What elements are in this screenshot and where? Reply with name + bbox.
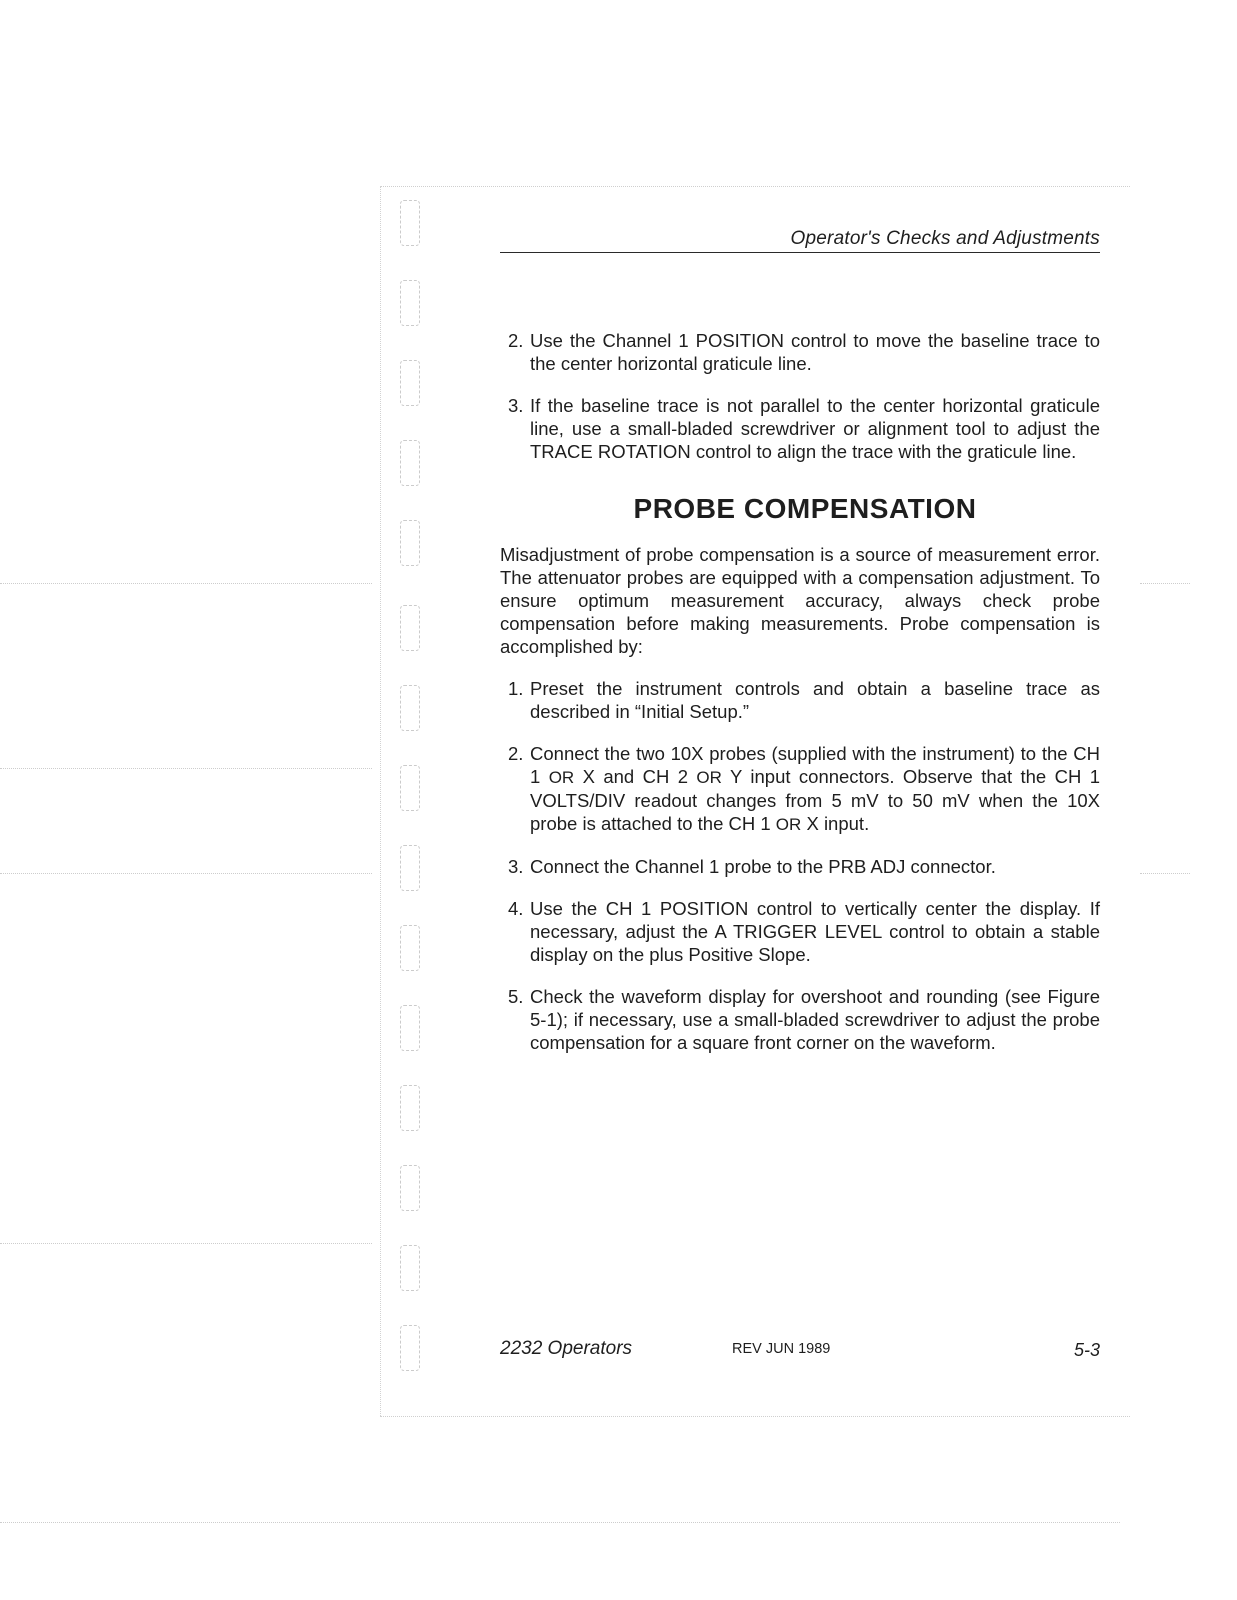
scan-line	[0, 583, 372, 584]
steps-list	[500, 677, 1100, 1054]
footer-manual-title: 2232 Operators	[500, 1338, 633, 1359]
binding-hole	[400, 1085, 420, 1131]
scan-line	[0, 1522, 1120, 1523]
step-number: 5.	[508, 986, 524, 1007]
section-intro: Misadjustment of probe compensation is a source of measurement error. The attenuator probes are equipped with a compensation adjustment. To ensure optimum measurement accuracy, always check probe compensation before making measurements. Probe compensation is accomplished by:	[500, 544, 1100, 657]
binding-hole	[400, 845, 420, 891]
list-item	[500, 855, 1100, 878]
step-text: Connect the Channel 1 probe to the PRB ADJ connector.	[530, 856, 996, 877]
scan-line	[1140, 583, 1190, 584]
binding-hole	[400, 360, 420, 406]
list-item	[500, 329, 1100, 375]
footer-revision: REV JUN 1989	[732, 1341, 831, 1357]
step-number: 3.	[508, 856, 524, 877]
binding-hole	[400, 925, 420, 971]
binding-hole	[400, 280, 420, 326]
list-item	[500, 677, 1100, 723]
binding-hole	[400, 200, 420, 246]
scan-line	[1140, 873, 1190, 874]
binding-hole	[400, 1325, 420, 1371]
binding-hole	[400, 685, 420, 731]
scan-border-left	[380, 186, 381, 1416]
scan-border-top	[380, 186, 1130, 187]
list-item	[500, 985, 1100, 1054]
step-number: 1.	[508, 678, 524, 699]
small-caps-or: OR	[775, 815, 802, 834]
binding-holes	[400, 200, 426, 1410]
list-item	[500, 394, 1100, 463]
step-text: Use the CH 1 POSITION control to vertically center the display. If necessary, adjust the A TRIGGER LEVEL control to obtain a stable display on the plus Positive Slope.	[530, 898, 1100, 965]
step-text-part: X and CH 2	[574, 766, 697, 787]
page-number: 5-3	[1073, 1340, 1100, 1360]
scan-line	[0, 873, 372, 874]
small-caps-or: OR	[696, 768, 722, 787]
scan-line	[0, 768, 372, 769]
binding-hole	[400, 1245, 420, 1291]
step-number: 3.	[508, 395, 524, 416]
steps-top-list	[500, 329, 1100, 463]
binding-hole	[400, 605, 420, 651]
step-text-part: Connect the two 10X probes (supplied with the instrument) to the CH 1	[530, 743, 1100, 787]
page-content	[500, 329, 1100, 1073]
scan-line	[0, 1243, 372, 1244]
scan-border-bottom	[380, 1416, 1130, 1417]
step-text: Use the Channel 1 POSITION control to move the baseline trace to the center horizontal graticule line.	[530, 330, 1100, 374]
step-number: 2.	[508, 743, 524, 764]
binding-hole	[400, 1165, 420, 1211]
section-heading: PROBE COMPENSATION	[633, 493, 977, 524]
step-text	[530, 742, 1100, 836]
step-text: Check the waveform display for overshoot and rounding (see Figure 5-1); if necessary, use a small-bladed screwdriver to adjust the probe compensation for a square front corner on the waveform.	[530, 986, 1100, 1053]
step-number: 4.	[508, 898, 524, 919]
header-title: Operator's Checks and Adjustments	[790, 228, 1100, 249]
small-caps-or: OR	[548, 768, 575, 787]
page-footer	[500, 1338, 1100, 1368]
step-text-part: Y input connectors. Observe that the CH 1 VOLTS/DIV readout changes from 5 mV to 50 mV when the 10X probe is attached to the CH 1	[530, 766, 1100, 834]
binding-hole	[400, 765, 420, 811]
step-number: 2.	[508, 330, 524, 351]
step-text: If the baseline trace is not parallel to the center horizontal graticule line, use a small-bladed screwdriver or alignment tool to adjust the TRACE ROTATION control to align the trace with the graticule line.	[530, 395, 1100, 462]
step-text: Preset the instrument controls and obtain a baseline trace as described in “Initial Setup.”	[530, 678, 1100, 722]
step-text-part: X input.	[801, 813, 870, 834]
list-item	[500, 897, 1100, 966]
list-item	[500, 742, 1100, 836]
binding-hole	[400, 1005, 420, 1051]
running-header	[500, 228, 1100, 253]
binding-hole	[400, 520, 420, 566]
binding-hole	[400, 440, 420, 486]
